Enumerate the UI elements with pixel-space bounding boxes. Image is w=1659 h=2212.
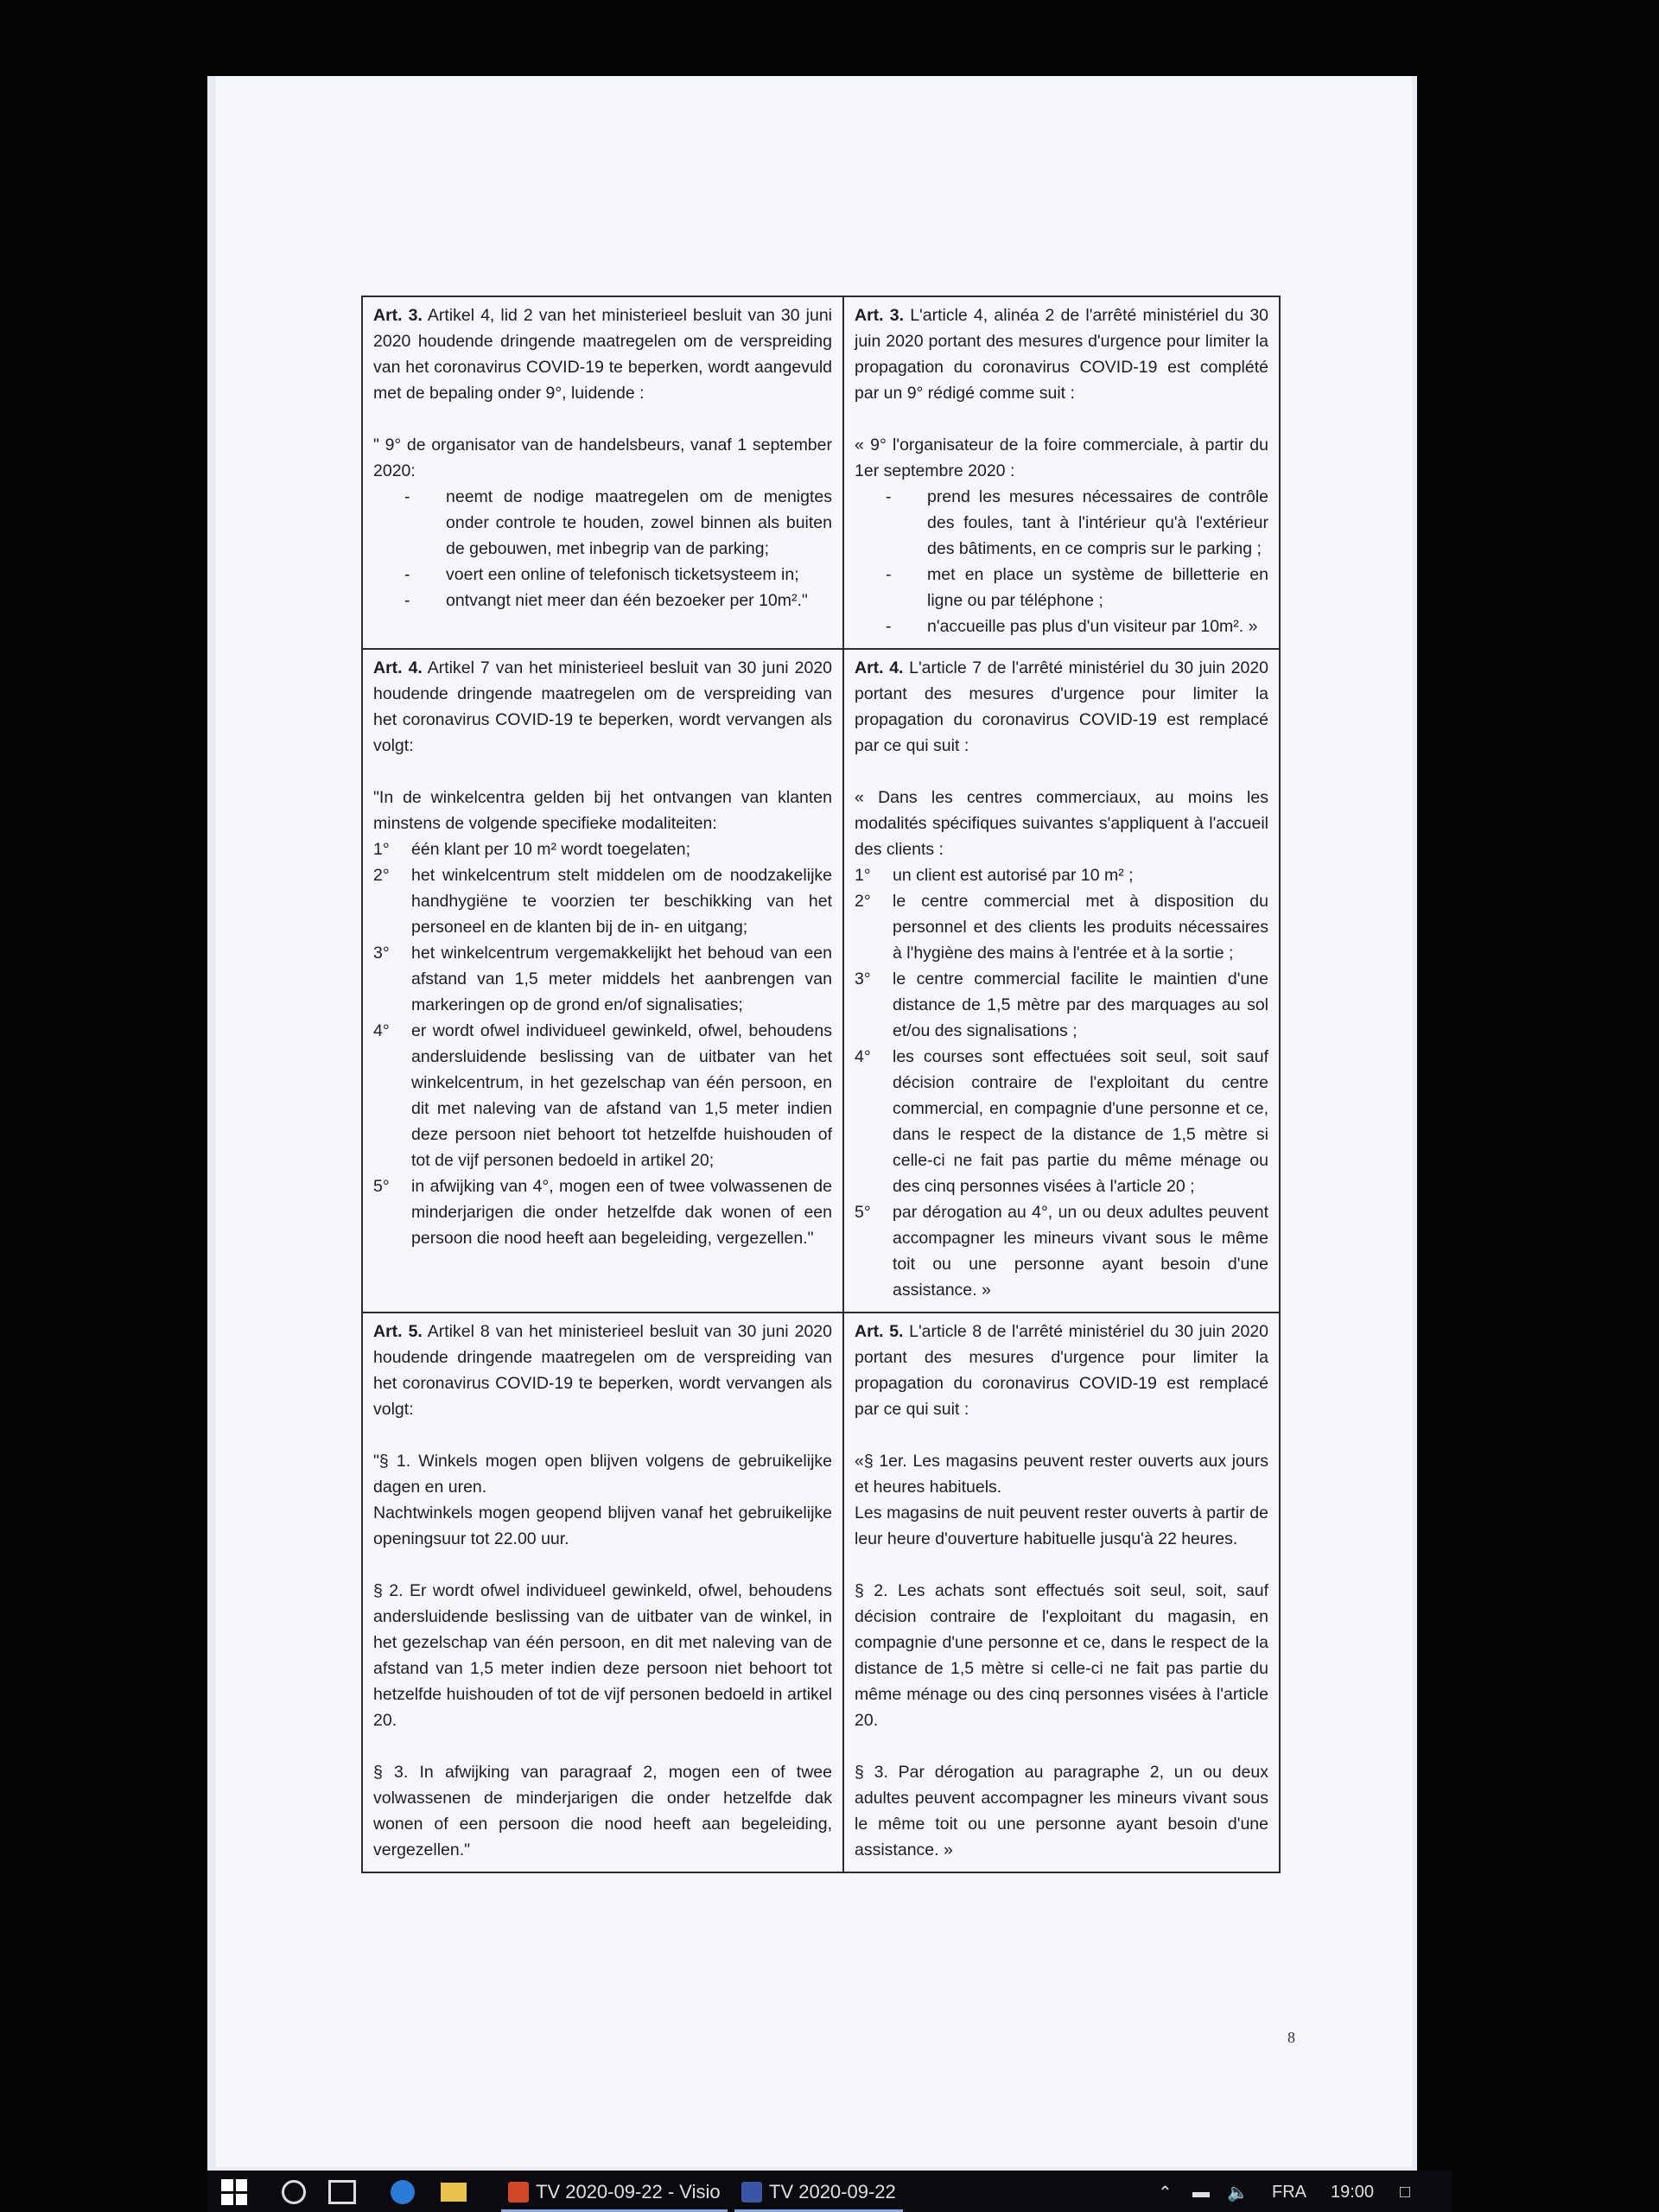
search-button[interactable]	[282, 2176, 306, 2209]
taskbar-app-label: TV 2020-09-22 - Visio	[536, 2181, 721, 2202]
windows-taskbar	[207, 2171, 1452, 2212]
article-lead: " 9° de organisator van de handelsbeurs, vanaf 1 september 2020:	[373, 435, 832, 480]
visio-icon	[741, 2182, 762, 2202]
search-icon	[282, 2180, 306, 2204]
taskbar-app-label: TV 2020-09-22	[769, 2181, 896, 2202]
list-item: 2° le centre commercial met à disposition du personnel et des clients les produits nécessaires à l'hygiène des mains à l'entrée et à la sortie ;	[855, 892, 1268, 963]
list-item: 3° le centre commercial facilite le maintien d'une distance de 1,5 mètre par des marquages au sol et/ou des signalisations ;	[855, 969, 1268, 1040]
language-indicator[interactable]: FRA	[1272, 2182, 1306, 2202]
article-intro: L'article 4, alinéa 2 de l'arrêté ministériel du 30 juin 2020 portant des mesures d'urgence pour limiter la propagation du coronavirus COVID-19 est complété par un 9° rédigé comme suit :	[855, 306, 1269, 403]
task-view-icon	[328, 2180, 356, 2204]
network-icon[interactable]: ▬	[1192, 2182, 1210, 2202]
list-item: 1° un client est autorisé par 10 m² ;	[855, 866, 1134, 885]
list-item: - prend les mesures nécessaires de contrôle des foules, tant à l'intérieur qu'à l'extérieur des bâtiments, en ce compris sur le parking ;	[886, 484, 1268, 562]
article-4-dutch	[362, 649, 843, 1313]
article-number: Art. 4.	[855, 658, 904, 677]
list-item: - n'accueille pas plus d'un visiteur par 10m². »	[886, 613, 1268, 639]
page-number: 8	[1287, 2029, 1295, 2046]
notifications-icon[interactable]: □	[1400, 2182, 1411, 2202]
article-list	[855, 484, 1268, 639]
list-item: 1° één klant per 10 m² wordt toegelaten;	[373, 840, 691, 859]
article-lead: « 9° l'organisateur de la foire commerciale, à partir du 1er septembre 2020 :	[855, 435, 1268, 480]
clock[interactable]: 19:00	[1331, 2182, 1375, 2202]
article-number: Art. 5.	[855, 1322, 904, 1341]
tray-chevron-icon[interactable]: ⌃	[1158, 2183, 1173, 2202]
article-list	[855, 862, 1268, 1303]
file-explorer-button[interactable]	[441, 2176, 467, 2209]
article-number: Art. 5.	[373, 1322, 423, 1341]
paragraph-1-continued: Nachtwinkels mogen geopend blijven vanaf het gebruikelijke openingsuur tot 22.00 uur.	[373, 1503, 832, 1548]
edge-button[interactable]	[391, 2176, 415, 2209]
bilingual-article-table	[361, 296, 1281, 1873]
windows-logo-icon	[221, 2179, 247, 2205]
list-item: 4° er wordt ofwel individueel gewinkeld, ofwel, behoudens andersluidende beslissing van de uitbater van het winkelcentrum, in het gezelschap van één persoon, en dit met naleving van de afstand van 1,5 meter indien deze persoon niet behoort tot hetzelfde huishouden of tot de vijf personen bedoeld in artikel 20;	[373, 1021, 832, 1170]
taskbar-app-visio[interactable]	[734, 2176, 903, 2209]
paragraph-2: § 2. Er wordt ofwel individueel gewinkeld, ofwel, behoudens andersluidende beslissing van de uitbater van de winkel, in het gezelschap van één persoon, en dit met naleving van de afstand van 1,5 meter indien deze persoon niet behoort tot hetzelfde huishouden of tot de vijf personen bedoeld in artikel 20.	[373, 1581, 832, 1730]
volume-icon[interactable]: 🔈	[1227, 2183, 1249, 2202]
article-3-dutch	[362, 296, 843, 649]
list-item: - voert een online of telefonisch ticketsysteem in;	[404, 562, 832, 588]
paragraph-1: «§ 1er. Les magasins peuvent rester ouverts aux jours et heures habituels.	[855, 1452, 1268, 1497]
article-4-row	[362, 649, 1280, 1313]
article-intro: L'article 8 de l'arrêté ministériel du 30 juin 2020 portant des mesures d'urgence pour limiter la propagation du coronavirus COVID-19 est remplacé par ce qui suit :	[855, 1322, 1269, 1419]
powerpoint-icon	[508, 2182, 529, 2202]
list-item: 5° par dérogation au 4°, un ou deux adultes peuvent accompagner les mineurs vivant sous le même toit ou une personne ayant besoin d'une assistance. »	[855, 1203, 1268, 1300]
monitor-screen	[207, 76, 1417, 2177]
article-lead: "In de winkelcentra gelden bij het ontvangen van klanten minstens de volgende specifieke modaliteiten:	[373, 788, 832, 833]
article-number: Art. 3.	[373, 306, 423, 325]
paragraph-3: § 3. In afwijking van paragraaf 2, mogen een of twee volwassenen de minderjarigen die onder hetzelfde dak wonen of een persoon die nood heeft aan begeleiding, vergezellen."	[373, 1763, 832, 1859]
start-button[interactable]	[221, 2176, 247, 2209]
article-list	[373, 484, 832, 613]
list-item: - ontvangt niet meer dan één bezoeker per 10m²."	[404, 588, 832, 613]
list-item: - neemt de nodige maatregelen om de menigtes onder controle te houden, zowel binnen als buiten de gebouwen, met inbegrip van de parking;	[404, 484, 832, 562]
article-5-dutch	[362, 1313, 843, 1872]
article-5-french	[843, 1313, 1280, 1872]
list-item: 2° het winkelcentrum stelt middelen om de noodzakelijke handhygiëne te voorzien ter beschikking van het personeel en de klanten bij de in- en uitgang;	[373, 866, 832, 937]
article-3-row	[362, 296, 1280, 649]
paragraph-1: "§ 1. Winkels mogen open blijven volgens de gebruikelijke dagen en uren.	[373, 1452, 832, 1497]
article-5-row	[362, 1313, 1280, 1872]
article-intro: Artikel 7 van het ministerieel besluit van 30 juni 2020 houdende dringende maatregelen om de verspreiding van het coronavirus COVID-19 te beperken, wordt vervangen als volgt:	[373, 658, 832, 755]
article-3-french	[843, 296, 1280, 649]
document-page	[216, 76, 1412, 2167]
article-intro: Artikel 8 van het ministerieel besluit van 30 juni 2020 houdende dringende maatregelen om de verspreiding van het coronavirus COVID-19 te beperken, wordt vervangen als volgt:	[373, 1322, 832, 1419]
paragraph-1-continued: Les magasins de nuit peuvent rester ouverts à partir de leur heure d'ouverture habituelle jusqu'à 22 heures.	[855, 1503, 1268, 1548]
folder-icon	[441, 2183, 467, 2202]
article-intro: Artikel 4, lid 2 van het ministerieel besluit van 30 juni 2020 houdende dringende maatregelen om de verspreiding van het coronavirus COVID-19 te beperken, wordt aangevuld met de bepaling onder 9°, luidende :	[373, 306, 833, 403]
article-intro: L'article 7 de l'arrêté ministériel du 30 juin 2020 portant des mesures d'urgence pour limiter la propagation du coronavirus COVID-19 est remplacé par ce qui suit :	[855, 658, 1269, 755]
list-item: 5° in afwijking van 4°, mogen een of twee volwassenen de minderjarigen die onder hetzelfde dak wonen of een persoon die nood heeft aan begeleiding, vergezellen."	[373, 1177, 832, 1248]
article-number: Art. 3.	[855, 306, 905, 325]
task-view-button[interactable]	[328, 2176, 356, 2209]
edge-browser-icon	[391, 2180, 415, 2204]
list-item: 3° het winkelcentrum vergemakkelijkt het behoud van een afstand van 1,5 meter middels het aanbrengen van markeringen op de grond en/of signalisaties;	[373, 944, 832, 1014]
paragraph-3: § 3. Par dérogation au paragraphe 2, un ou deux adultes peuvent accompagner les mineurs vivant sous le même toit ou une personne ayant besoin d'une assistance. »	[855, 1763, 1268, 1859]
list-item: - met en place un système de billetterie en ligne ou par téléphone ;	[886, 562, 1268, 613]
paragraph-2: § 2. Les achats sont effectués soit seul, soit, sauf décision contraire de l'exploitant du magasin, en compagnie d'une personne et ce, dans le respect de la distance de 1,5 mètre si celle-ci ne fait pas partie du même ménage ou des cinq personnes visées à l'article 20.	[855, 1581, 1268, 1730]
taskbar-app-powerpoint[interactable]	[501, 2176, 728, 2209]
article-number: Art. 4.	[373, 658, 423, 677]
article-list	[373, 836, 832, 1251]
article-lead: « Dans les centres commerciaux, au moins les modalités spécifiques suivantes s'appliquent à l'accueil des clients :	[855, 788, 1268, 859]
list-item: 4° les courses sont effectuées soit seul, soit sauf décision contraire de l'exploitant du centre commercial, en compagnie d'une personne et ce, dans le respect de la distance de 1,5 mètre si celle-ci ne fait pas partie du même ménage ou des cinq personnes visées à l'article 20 ;	[855, 1047, 1268, 1196]
article-4-french	[843, 649, 1280, 1313]
